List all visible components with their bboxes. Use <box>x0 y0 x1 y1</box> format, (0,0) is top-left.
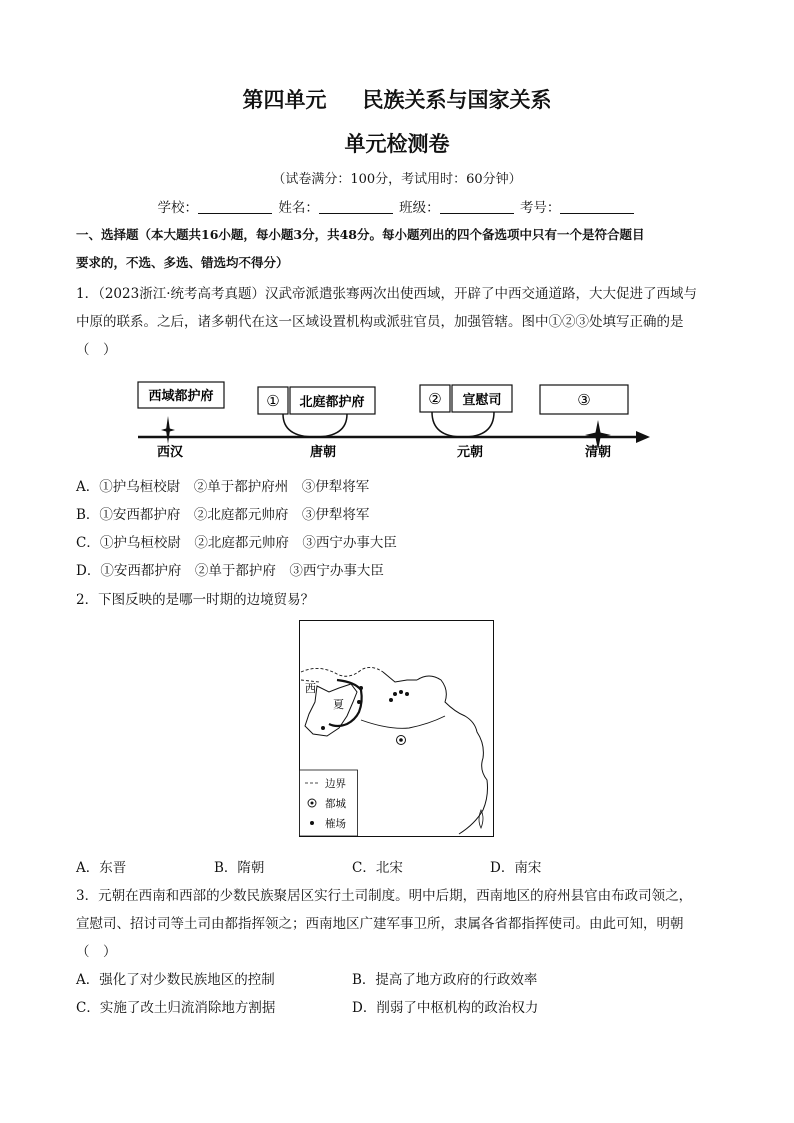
yuan-bracket <box>432 412 494 437</box>
market-dot <box>321 726 325 730</box>
label-xia: 夏 <box>333 698 344 711</box>
timeline-arrow <box>636 431 650 443</box>
section-heading <box>76 225 645 243</box>
blank-3-label: ③ <box>577 391 591 409</box>
page-title <box>0 84 794 114</box>
label-yuan: 元朝 <box>456 445 484 460</box>
q2-options <box>76 856 628 876</box>
q1-option-d[interactable]: D．①安西都护府 ②单于都护府 ③西宁办事大臣 <box>76 563 384 579</box>
q1-timeline-diagram <box>0 370 794 465</box>
class-label: 班级： <box>399 200 440 216</box>
q2-map <box>299 620 495 838</box>
label-tang: 唐朝 <box>309 445 337 460</box>
market-dot <box>399 690 403 694</box>
exam-info: （试卷满分：100分，考试用时：60分钟） <box>272 172 522 187</box>
q3-line2: 宣慰司、招讨司等土司由都指挥领之；西南地区广建军事卫所，隶属各省都指挥使司。由此可知，明朝 <box>76 916 684 932</box>
section-instructions-1: （本大题共16小题，每小题3分，共48分。每小题列出的四个备选项中只有一个是符合题目 <box>138 227 645 242</box>
title-topic: 民族关系与国家关系 <box>362 88 552 112</box>
q3-options-row1 <box>76 968 628 988</box>
tang-bracket <box>283 414 347 437</box>
q2-option-a[interactable]: A．东晋 <box>76 860 127 876</box>
q1-paren: （ ） <box>76 342 117 358</box>
legend-capital-label: 都城 <box>325 798 346 810</box>
box-xiyu-label: 西域都护府 <box>148 389 214 404</box>
q3-paren: （ ） <box>76 944 117 960</box>
box-xuanwei-label: 宣慰司 <box>462 393 502 408</box>
market-dot <box>359 686 363 690</box>
number-field[interactable] <box>560 200 634 214</box>
legend-market-label: 榷场 <box>325 818 346 830</box>
market-dot <box>393 692 397 696</box>
page-subtitle: 单元检测卷 <box>344 132 450 156</box>
student-info-row <box>0 196 794 216</box>
school-field[interactable] <box>198 200 272 214</box>
blank-2-label: ② <box>428 390 442 408</box>
legend-border-label: 边界 <box>325 778 346 790</box>
name-label: 姓名： <box>278 200 319 216</box>
q3-options-row2 <box>76 996 628 1016</box>
school-label: 学校： <box>157 200 199 216</box>
market-dot <box>357 700 361 704</box>
market-dot <box>405 692 409 696</box>
label-qing: 清朝 <box>584 445 612 460</box>
blank-1-label: ① <box>266 392 280 410</box>
q1-option-b[interactable]: B．①安西都护府 ②北庭都元帅府 ③伊犁将军 <box>76 507 370 523</box>
market-dot <box>389 698 393 702</box>
q1-line1: 1．（2023浙江·统考高考真题）汉武帝派遣张骞两次出使西域，开辟了中西交通道路，大大促进了西域与 <box>76 286 697 302</box>
number-label: 考号： <box>519 200 561 216</box>
label-xihan: 西汉 <box>156 445 184 460</box>
legend-market-symbol <box>310 821 314 825</box>
box-beiting-label: 北庭都护府 <box>299 395 365 410</box>
section-title: 一、选择题 <box>76 227 139 242</box>
q2-option-c[interactable]: C．北宋 <box>352 860 403 876</box>
q2-line1: 2．下图反映的是哪一时期的边境贸易？ <box>76 592 315 608</box>
q3-option-d[interactable]: D．削弱了中枢机构的政治权力 <box>352 1000 539 1016</box>
q3-option-c[interactable]: C．实施了改土归流消除地方割据 <box>76 1000 276 1016</box>
name-field[interactable] <box>319 200 393 214</box>
q2-option-d[interactable]: D．南宋 <box>490 860 542 876</box>
q1-option-c[interactable]: C．①护乌桓校尉 ②北庭都元帅府 ③西宁办事大臣 <box>76 535 397 551</box>
label-xi: 西 <box>305 682 316 695</box>
q1-line2: 中原的联系。之后，诸多朝代在这一区域设置机构或派驻官员，加强管辖。图中①②③处填写正确的是 <box>76 314 684 330</box>
q3-option-a[interactable]: A．强化了对少数民族地区的控制 <box>76 972 275 988</box>
q2-option-b[interactable]: B．隋朝 <box>214 860 265 876</box>
q3-line1: 3．元朝在西南和西部的少数民族聚居区实行土司制度。明中后期，西南地区的府州县官由布政司领之， <box>76 888 693 904</box>
section-instructions-2: 要求的，不选、多选、错选均不得分） <box>76 255 289 270</box>
q3-option-b[interactable]: B．提高了地方政府的行政效率 <box>352 972 538 988</box>
q1-option-a[interactable]: A．①护乌桓校尉 ②单于都护府州 ③伊犁将军 <box>76 479 370 495</box>
title-unit: 第四单元 <box>242 88 327 112</box>
class-field[interactable] <box>440 200 514 214</box>
